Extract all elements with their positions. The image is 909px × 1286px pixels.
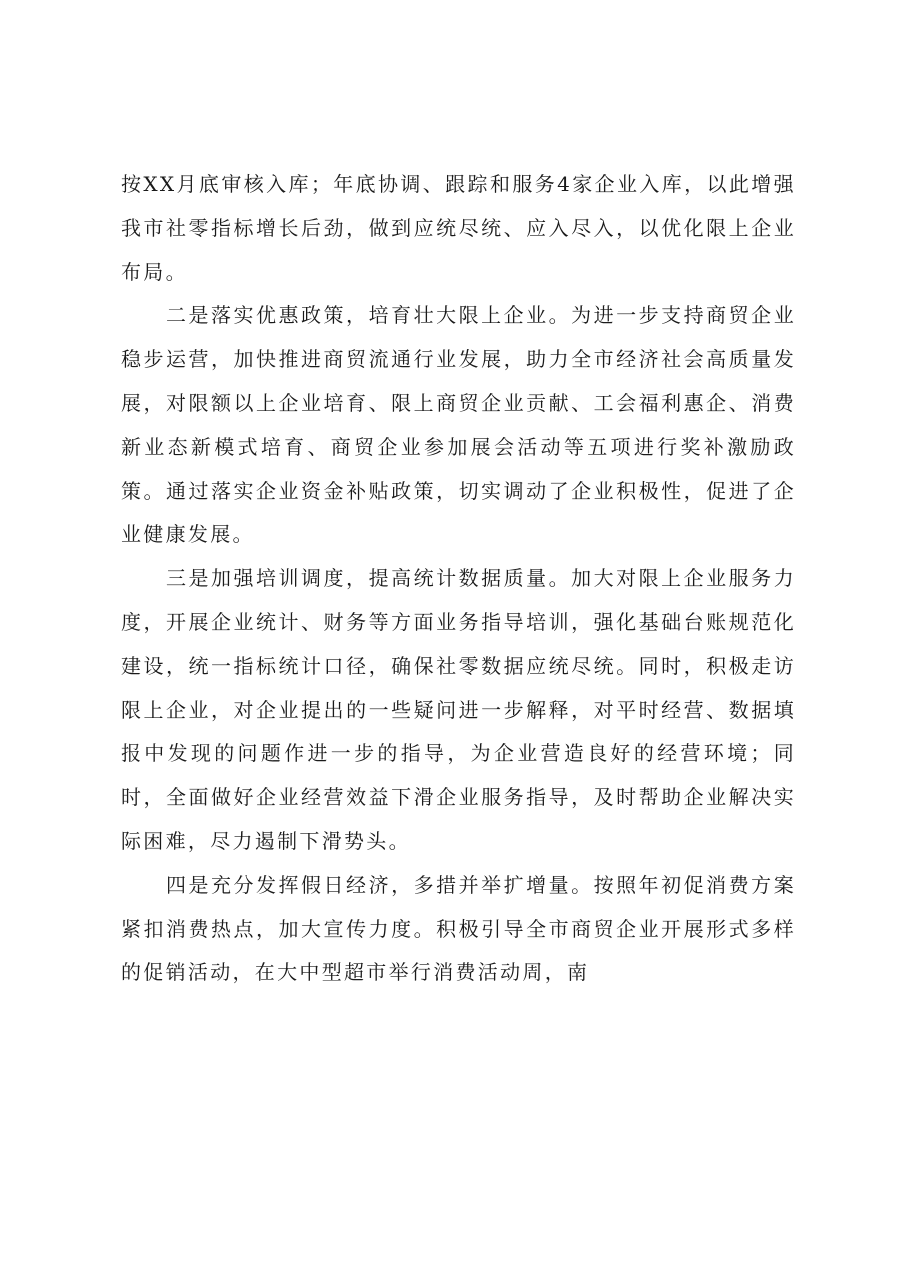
paragraph-preferential-policy: 二是落实优惠政策，培育壮大限上企业。为进一步支持商贸企业稳步运营，加快推进商贸流通行业发展，助力全市经济社会高质量发展，对限额以上企业培育、限上商贸企业贡献、工会福利惠企、消费新业态新模式培育、商贸企业参加展会活动等五项进行奖补激励政策。通过落实企业资金补贴政策，切实调动了企业积极性，促进了企业健康发展。 [121,303,796,547]
paragraph-continuation: 按XX月底审核入库；年底协调、跟踪和服务4家企业入库，以此增强我市社零指标增长后劲，做到应统尽统、应入尽入，以优化限上企业布局。 [121,172,796,284]
document-body [121,163,796,995]
paragraph-training-scheduling: 三是加强培训调度，提高统计数据质量。加大对限上企业服务力度，开展企业统计、财务等方面业务指导培训，强化基础台账规范化建设，统一指标统计口径，确保社零数据应统尽统。同时，积极走访限上企业，对企业提出的一些疑问进一步解释，对平时经营、数据填报中发现的问题作进一步的指导，为企业营造良好的经营环境；同时，全面做好企业经营效益下滑企业服务指导，及时帮助企业解决实际困难，尽力遏制下滑势头。 [121,566,796,853]
paragraph-holiday-economy: 四是充分发挥假日经济，多措并举扩增量。按照年初促消费方案紧扣消费热点，加大宣传力度。积极引导全市商贸企业开展形式多样的促销活动，在大中型超市举行消费活动周，南 [121,872,796,985]
